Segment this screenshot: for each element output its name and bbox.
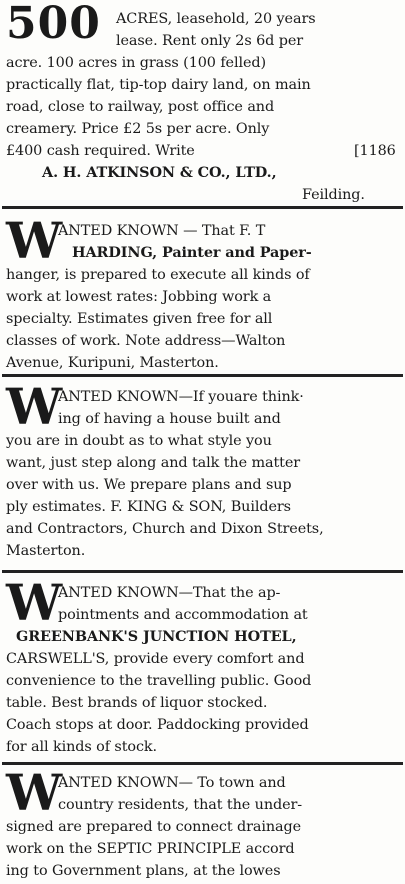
drop-cap: W (6, 377, 60, 436)
ad-reference-number: [1186 (354, 143, 396, 159)
ad-text-line: ANTED KNOWN—That the ap- (58, 585, 281, 601)
ad-text-line: Masterton. (6, 543, 86, 559)
ad-text-line: ing to Government plans, at the lowes (6, 863, 281, 879)
ad-text-line: over with us. We prepare plans and sup (6, 477, 292, 493)
ad-text-line: specialty. Estimates given free for all (6, 311, 273, 327)
column-divider (2, 206, 403, 209)
ad-advertiser-name: A. H. ATKINSON & CO., LTD., (42, 164, 277, 181)
ad-text-line: ANTED KNOWN — That F. T (58, 223, 266, 239)
ad-text-line: work at lowest rates: Jobbing work a (6, 289, 272, 305)
ad-headline-number: 500 (6, 0, 101, 49)
ad-text-line: ACRES, leasehold, 20 years (116, 11, 316, 27)
ad-text-line: country residents, that the under- (58, 797, 303, 813)
column-divider (2, 374, 403, 377)
ad-text-line: convenience to the travelling public. Good (6, 673, 312, 689)
ad-text-line: road, close to railway, post office and (6, 99, 275, 115)
drop-cap: W (6, 573, 60, 632)
ad-text-line: Coach stops at door. Paddocking provided (6, 717, 309, 733)
ad-text-line: pointments and accommodation at (58, 607, 308, 623)
ad-text-line: ing of having a house built and (58, 411, 281, 427)
ad-text-line: work on the SEPTIC PRINCIPLE accord (6, 841, 295, 857)
ad-text-line: ply estimates. F. KING & SON, Builders (6, 499, 291, 515)
ad-text-line: table. Best brands of liquor stocked. (6, 695, 268, 711)
ad-text-line: signed are prepared to connect drainage (6, 819, 302, 835)
ad-text-line: ANTED KNOWN— To town and (58, 775, 286, 791)
drop-cap: W (6, 763, 60, 822)
ad-text-line: practically flat, tip-top dairy land, on main (6, 77, 311, 93)
ad-text-line: CARSWELL'S, provide every comfort and (6, 651, 305, 667)
ad-text-line: ANTED KNOWN—If youare think· (58, 389, 304, 405)
ad-text-line: and Contractors, Church and Dixon Streets, (6, 521, 324, 537)
ad-text-line: GREENBANK'S JUNCTION HOTEL, (16, 628, 297, 645)
ad-text-line: creamery. Price £2 5s per acre. Only (6, 121, 270, 137)
ad-text-line: acre. 100 acres in grass (100 felled) (6, 55, 267, 71)
ad-text-line: classes of work. Note address—Walton (6, 333, 286, 349)
ad-text-line: for all kinds of stock. (6, 739, 158, 755)
column-divider (2, 762, 403, 765)
drop-cap: W (6, 211, 60, 270)
column-divider (2, 570, 403, 573)
ad-text-line: want, just step along and talk the matter (6, 455, 301, 471)
ad-text-line: you are in doubt as to what style you (6, 433, 272, 449)
ad-text-line: HARDING, Painter and Paper- (72, 244, 312, 261)
ad-text-line: £400 cash required. Write (6, 143, 195, 159)
ad-text-line: hanger, is prepared to execute all kinds of (6, 267, 310, 283)
ad-text-line: lease. Rent only 2s 6d per (116, 33, 304, 49)
ad-text-line: Avenue, Kuripuni, Masterton. (6, 355, 219, 371)
ad-advertiser-location: Feilding. (302, 187, 365, 203)
